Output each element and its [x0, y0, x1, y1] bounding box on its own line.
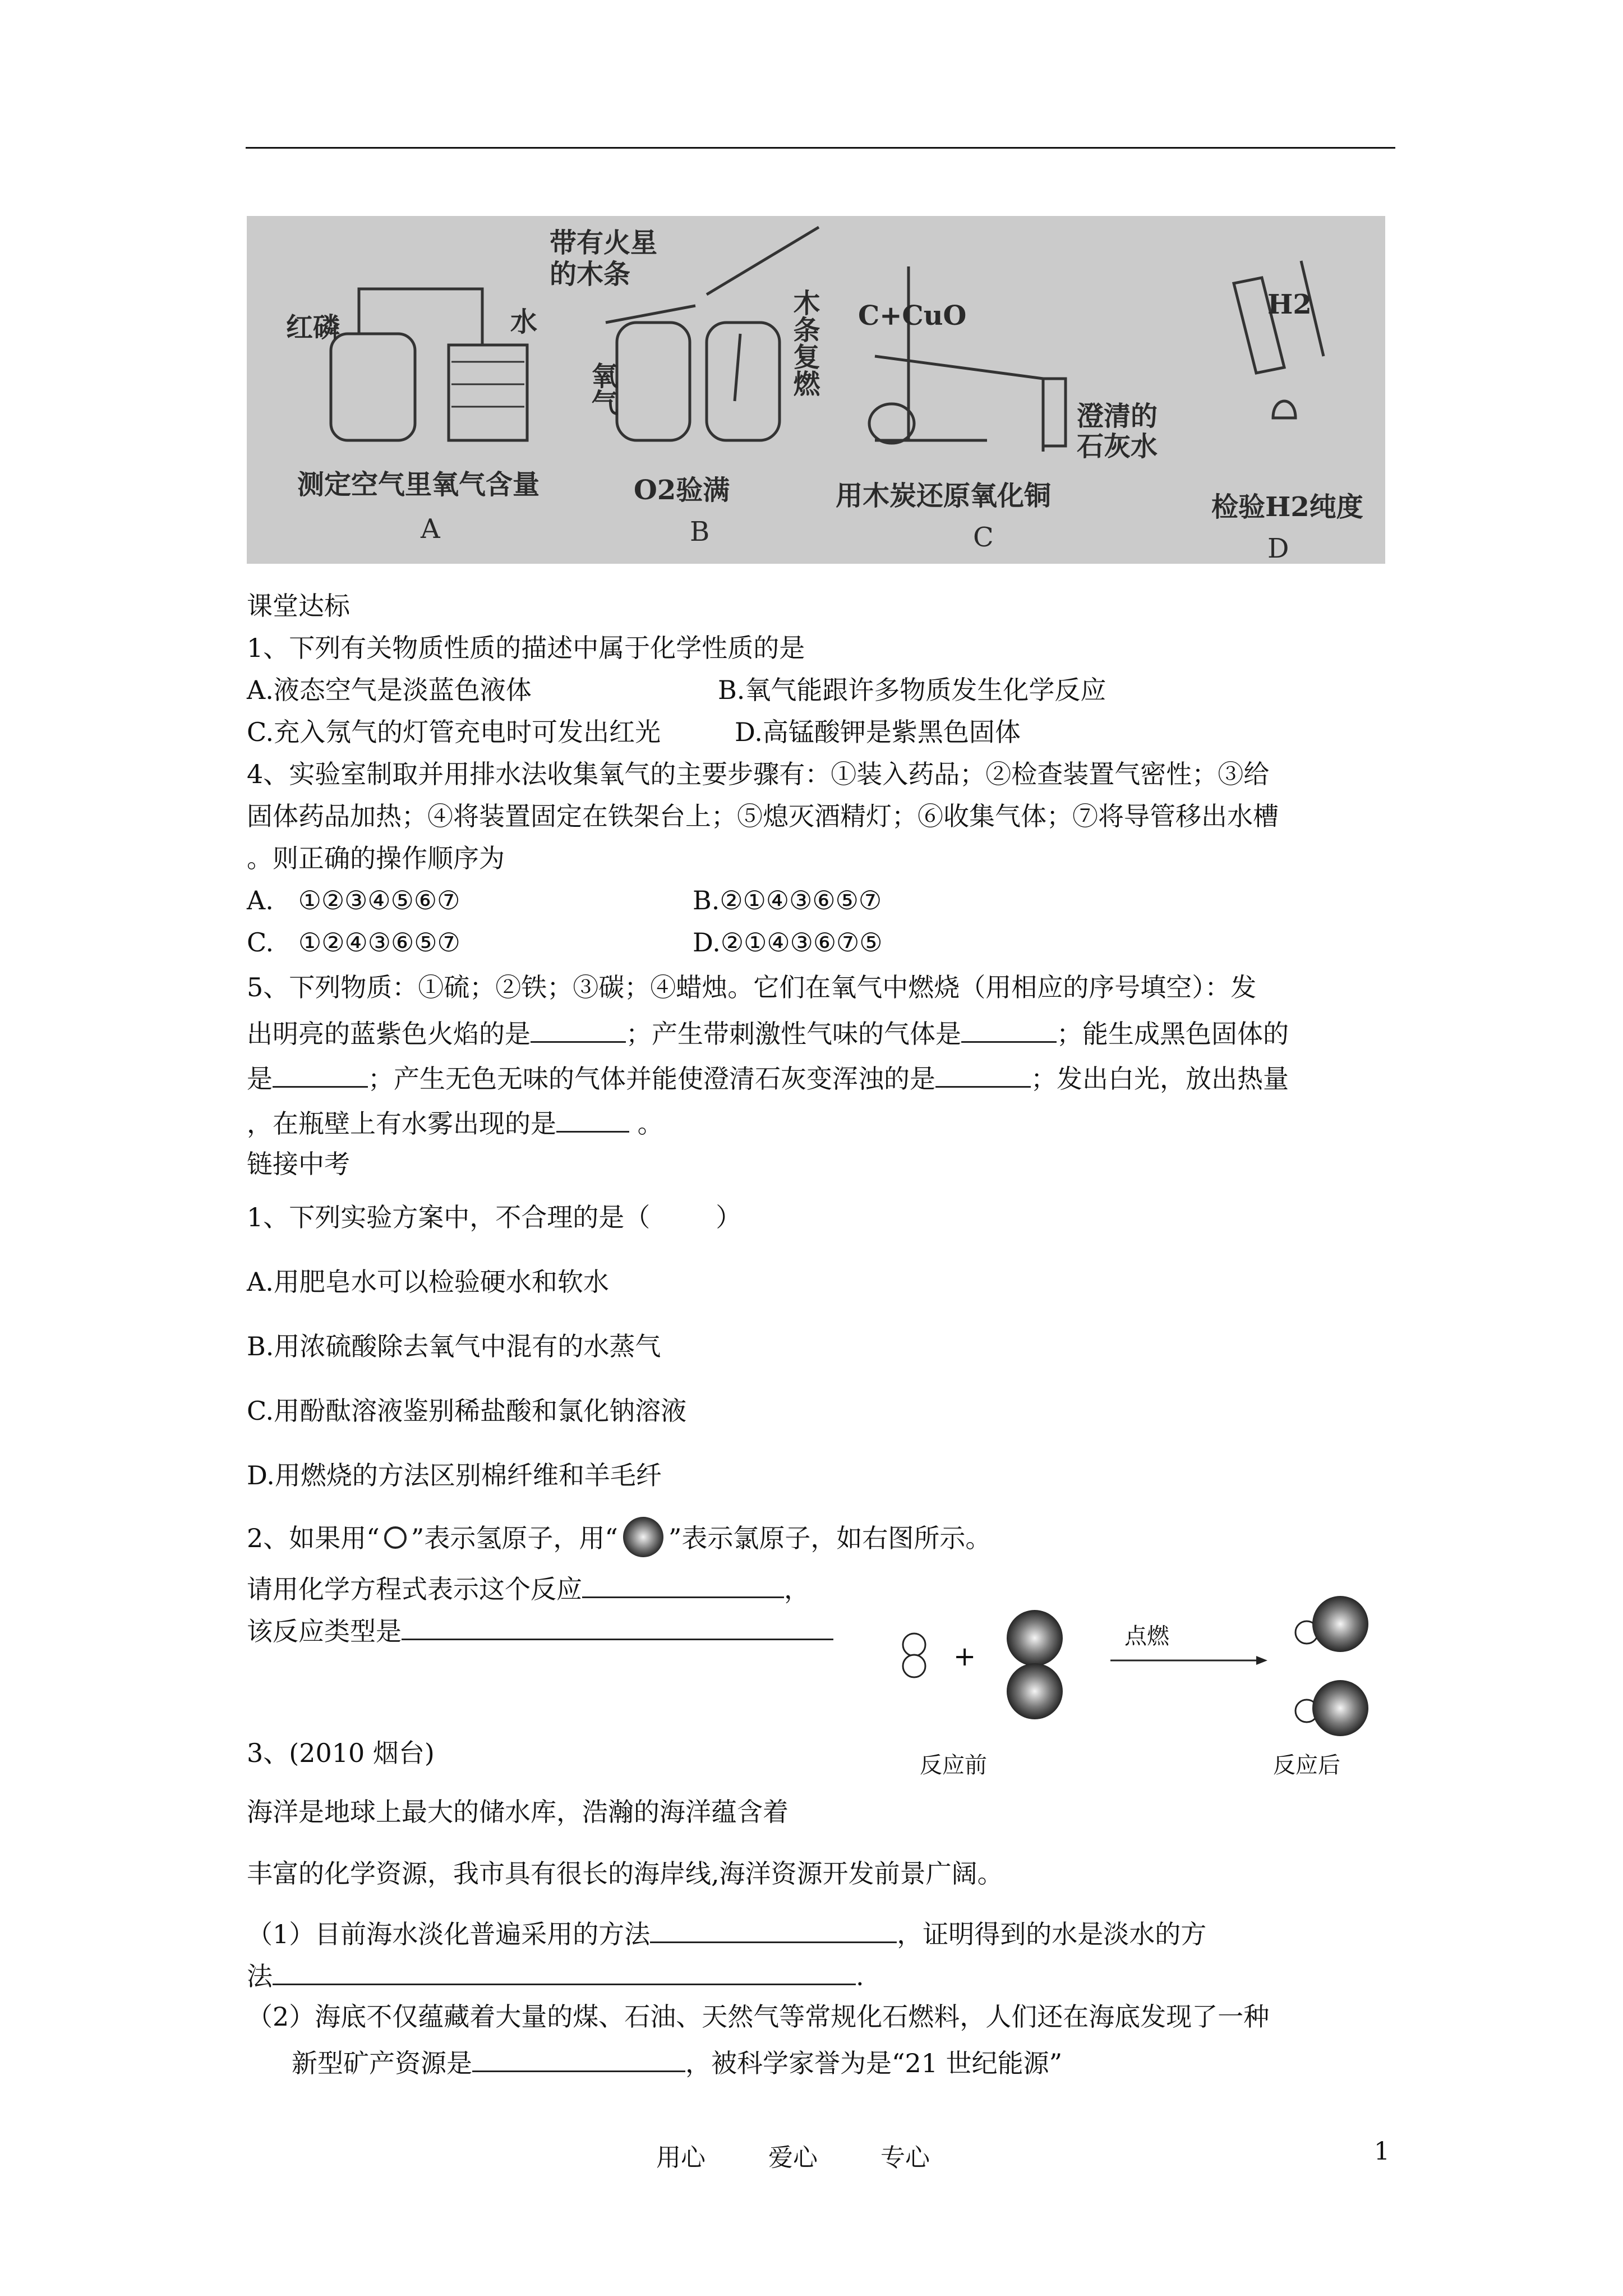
- q5-l2-text-a: 出明亮的蓝紫色火焰的是: [247, 1019, 531, 1049]
- q5-l3-text-a: 是: [247, 1064, 273, 1094]
- plus-sign: +: [953, 1641, 976, 1672]
- hcl1-cl-atom: [1312, 1596, 1368, 1652]
- lk3-heading: 3、(2010 烟台): [247, 1738, 435, 1768]
- label-red-phosphorus: 红磷: [286, 312, 340, 343]
- lk1-option-c: C.用酚酞溶液鉴别稀盐酸和氯化钠溶液: [247, 1396, 687, 1426]
- caption-c: 用木炭还原氧化铜: [836, 480, 1052, 512]
- q5-l2-text-b: ；产生带刺激性气味的气体是: [626, 1019, 961, 1049]
- reaction-diagram: [886, 1582, 1391, 1784]
- lk1-stem: 1、下列实验方案中，不合理的是（ ）: [247, 1202, 742, 1232]
- q5-blank-2[interactable]: [961, 1015, 1057, 1043]
- lk2-equation-blank[interactable]: [582, 1571, 784, 1598]
- lk3-sub1-line1: [247, 1916, 1206, 1951]
- lk2-l1-text-a: 2、如果用“: [247, 1523, 380, 1553]
- lk3-s1-text-a: （1）目前海水淡化普遍采用的方法: [247, 1919, 651, 1949]
- letter-c: C: [973, 522, 994, 553]
- caption-a: 测定空气里氧气含量: [297, 469, 540, 500]
- q5-l4-text-b: 。: [629, 1108, 663, 1139]
- after-label: 反应后: [1273, 1752, 1340, 1778]
- header-rule: [246, 147, 1395, 149]
- lk3-sub2-line1: （2）海底不仅蕴藏着大量的煤、石油、天然气等常规化石燃料，人们还在海底发现了一种: [247, 2001, 1270, 2032]
- q5-line2: [247, 1015, 1289, 1051]
- q1-option-c: C.充入氖气的灯管充电时可发出红光: [247, 717, 661, 747]
- q5-line3: [247, 1060, 1289, 1096]
- letter-b: B: [690, 516, 710, 547]
- before-label: 反应前: [920, 1752, 987, 1778]
- q4-option-a: A. ①②③④⑤⑥⑦: [247, 885, 460, 915]
- q4-option-d: D.②①④③⑥⑦⑤: [693, 927, 883, 958]
- lk3-method-blank[interactable]: [650, 1916, 897, 1943]
- label-splint-relit: 木条复燃: [789, 289, 820, 397]
- label-limewater: 澄清的 石灰水: [1077, 401, 1158, 462]
- q1-option-d: D.高锰酸钾是紫黑色固体: [735, 717, 1021, 747]
- page-number: 1: [1374, 2137, 1390, 2166]
- cl2-atom-bottom: [1007, 1663, 1063, 1719]
- label-glowing-splint: 带有火星 的木条: [550, 227, 658, 290]
- h2-atom-bottom: [903, 1655, 925, 1677]
- lk3-sub2-line2: [292, 2045, 1062, 2080]
- q5-l3-text-b: ；产生无色无味的气体并能使澄清石灰变浑浊的是: [368, 1064, 935, 1094]
- cl2-atom-top: [1007, 1610, 1063, 1666]
- q4-stem-line1: 4、实验室制取并用排水法收集氧气的主要步骤有：①装入药品；②检查装置气密性；③给: [247, 759, 1270, 789]
- q1-option-a: A.液态空气是淡蓝色液体: [247, 675, 532, 705]
- q1-stem: 1、下列有关物质性质的描述中属于化学性质的是: [247, 633, 805, 663]
- label-c-cuo: C+CuO: [858, 300, 967, 332]
- lk3-sub1-line2: [247, 1958, 864, 1993]
- lk2-l1-text-c: ”表示氯原子，如右图所示。: [668, 1523, 992, 1553]
- ignition-label: 点燃: [1124, 1623, 1169, 1649]
- lk2-line3: [247, 1613, 833, 1648]
- hydrogen-atom-icon: [380, 1525, 411, 1550]
- lk2-line2: [247, 1571, 810, 1606]
- lk3-s1-text-c: 法: [247, 1961, 273, 1991]
- lk3-proof-blank[interactable]: [273, 1958, 856, 1985]
- q5-blank-3[interactable]: [273, 1060, 368, 1088]
- letter-d: D: [1267, 533, 1289, 564]
- lk3-para1: 海洋是地球上最大的储水库，浩瀚的海洋蕴含着: [247, 1797, 789, 1827]
- q5-blank-1[interactable]: [531, 1015, 626, 1043]
- q4-stem-line3: 。则正确的操作顺序为: [247, 843, 505, 873]
- caption-b: O2验满: [634, 475, 730, 506]
- q5-l3-text-c: ；发出白光，放出热量: [1031, 1064, 1289, 1094]
- q4-option-b: B.②①④③⑥⑤⑦: [693, 885, 882, 915]
- lk2-reaction-type-blank[interactable]: [402, 1613, 833, 1640]
- lk1-option-d: D.用燃烧的方法区别棉纤维和羊毛纤: [247, 1460, 662, 1490]
- reaction-arrowhead: [1256, 1656, 1267, 1665]
- q5-l4-text-a: ，在瓶壁上有水雾出现的是: [247, 1108, 556, 1139]
- lk3-s1-text-d: .: [856, 1961, 864, 1991]
- letter-a: A: [421, 513, 440, 545]
- footer-word-1: 用心: [656, 2143, 706, 2172]
- lk3-para2: 丰富的化学资源，我市具有很长的海岸线,海洋资源开发前景广阔。: [247, 1858, 1003, 1889]
- h2-atom-top: [903, 1634, 925, 1656]
- section-heading-exam: 链接中考: [247, 1149, 350, 1179]
- section-heading-classroom: 课堂达标: [247, 591, 350, 621]
- q4-option-c: C. ①②④③⑥⑤⑦: [247, 927, 460, 958]
- lab-apparatus-figure: [247, 216, 1385, 564]
- q5-l2-text-c: ；能生成黑色固体的: [1057, 1019, 1289, 1049]
- lk3-resource-blank[interactable]: [472, 2045, 685, 2072]
- q5-blank-5[interactable]: [556, 1105, 629, 1133]
- lk3-s1-text-b: ，证明得到的水是淡水的方: [897, 1919, 1207, 1949]
- footer-word-2: 爱心: [768, 2143, 818, 2172]
- q5-blank-4[interactable]: [935, 1060, 1031, 1088]
- lk1-option-a: A.用肥皂水可以检验硬水和软水: [247, 1267, 609, 1297]
- q5-line4: [247, 1105, 663, 1140]
- lk2-l1-text-b: ”表示氢原子，用“: [411, 1523, 618, 1553]
- footer-word-3: 专心: [880, 2143, 930, 2172]
- q1-option-b: B.氧气能跟许多物质发生化学反应: [718, 675, 1106, 705]
- caption-d: 检验H2纯度: [1211, 491, 1363, 523]
- lk1-option-b: B.用浓硫酸除去氧气中混有的水蒸气: [247, 1331, 661, 1361]
- lk2-l3-text: 该反应类型是: [247, 1616, 402, 1646]
- label-h2: H2: [1267, 289, 1312, 320]
- chlorine-atom-icon: [618, 1515, 668, 1559]
- label-oxygen: 氧气: [587, 362, 618, 416]
- label-water: 水: [510, 306, 538, 338]
- lk3-s2-text-b: 新型矿产资源是: [292, 2048, 472, 2078]
- lk3-s2-text-c: ，被科学家誉为是“21 世纪能源”: [685, 2048, 1063, 2078]
- q4-stem-line2: 固体药品加热；④将装置固定在铁架台上；⑤熄灭酒精灯；⑥收集气体；⑦将导管移出水槽: [247, 801, 1279, 831]
- lk2-l2-text: 请用化学方程式表示这个反应: [247, 1574, 582, 1604]
- lk2-l2-end: ，: [784, 1574, 810, 1604]
- q5-line1: 5、下列物质：①硫；②铁；③碳；④蜡烛。它们在氧气中燃烧（用相应的序号填空）：发: [247, 972, 1257, 1002]
- lk2-line1: [247, 1515, 991, 1559]
- hcl2-cl-atom: [1312, 1680, 1368, 1736]
